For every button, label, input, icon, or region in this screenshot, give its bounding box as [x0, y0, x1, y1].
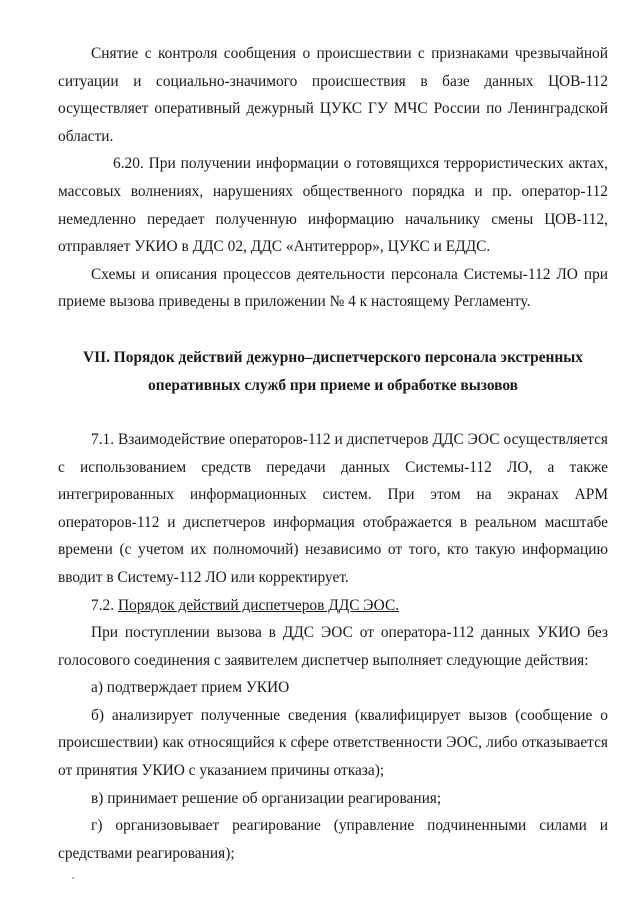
paragraph-6-20: 6.20. При получении информации о готовящихся террористических актах, массовых волнениях, нарушениях общественного порядка и пр. оператор-112 немедленно передает полученную информацию начальнику смены ЦОВ-112, отправляет УКИО в ДДС 02, ДДС «Антитеррор», ЦУКС и ЕДДС.	[58, 155, 608, 256]
list-item-a: а) подтверждает прием УКИО	[91, 679, 290, 697]
list-item-v: в) принимает решение об организации реагирования;	[91, 789, 442, 807]
section-heading	[58, 344, 608, 400]
scan-speck	[72, 877, 74, 879]
list-item-g: г) организовывает реагирование (управление подчиненными силами и средствами реагирования);	[58, 817, 608, 862]
paragraph-deregistration: Снятие с контроля сообщения о происшествии с признаками чрезвычайной ситуации и социально-значимого происшествия в базе данных ЦОВ-112 осуществляет оперативный дежурный ЦУКС ГУ МЧС России по Ленинградской области.	[58, 45, 608, 145]
document-body	[58, 40, 608, 867]
paragraph-7-2-title	[58, 592, 608, 620]
section-heading-line-1: VII. Порядок действий дежурно–диспетчерского персонала экстренных	[83, 348, 583, 366]
paragraph-7-2-number: 7.2.	[91, 596, 115, 614]
list-item-b: б) анализирует полученные сведения (квалифицирует вызов (сообщение о происшествии) как относящийся к сфере ответственности ЭОС, либо отказывается от принятия УКИО с указанием причины отказа);	[58, 706, 608, 780]
paragraph-7-2-intro: При поступлении вызова в ДДС ЭОС от оператора-112 данных УКИО без голосового соединения с заявителем диспетчер выполняет следующие действия:	[58, 624, 608, 669]
paragraph-7-1: 7.1. Взаимодействие операторов-112 и диспетчеров ДДС ЭОС осуществляется с использованием средств передачи данных Системы-112 ЛО, а также интегрированных информационных систем. При этом на экранах АРМ операторов-112 и диспетчеров информация отображается в реальном масштабе времени (с учетом их полномочий) независимо от того, кто такую информацию вводит в Систему-112 ЛО или корректирует.	[58, 430, 608, 586]
paragraph-schemes: Схемы и описания процессов деятельности персонала Системы-112 ЛО при приеме вызова приведены в приложении № 4 к настоящему Регламенту.	[58, 265, 608, 311]
section-heading-line-2: оперативных служб при приеме и обработке вызовов	[148, 376, 518, 394]
paragraph-7-2-heading: Порядок действий диспетчеров ДДС ЭОС.	[117, 596, 400, 614]
